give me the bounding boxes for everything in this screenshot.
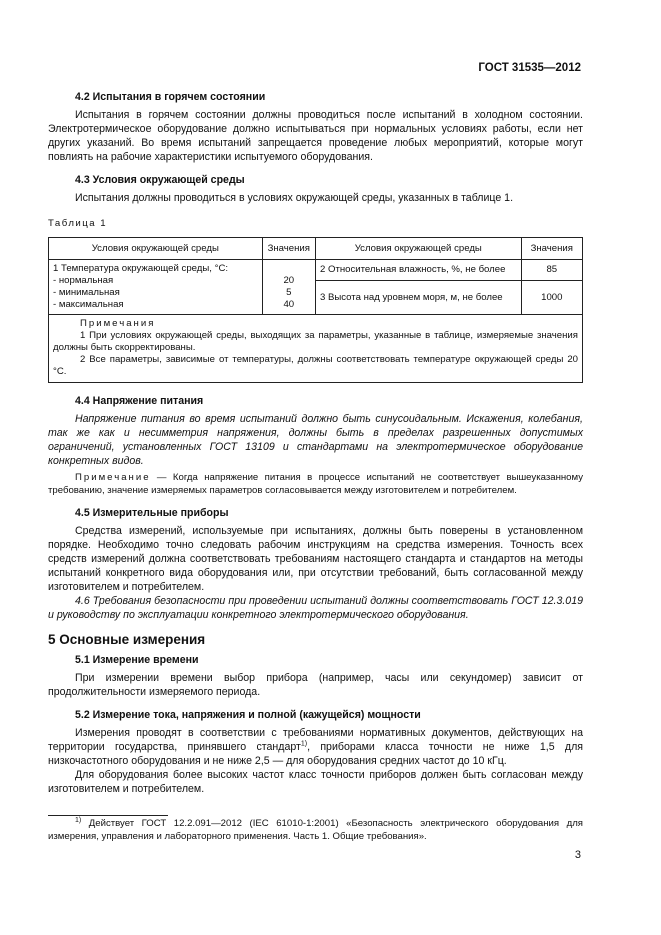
temperature-labels-cell bbox=[49, 260, 263, 315]
footnote-mark: 1) bbox=[75, 816, 82, 824]
altitude-value: 1000 bbox=[521, 281, 582, 315]
temperature-normal-label: - нормальная bbox=[53, 275, 114, 286]
section-4-4-title: 4.4 Напряжение питания bbox=[75, 395, 204, 407]
footnote bbox=[48, 818, 583, 843]
altitude-label: 3 Высота над уровнем моря, м, не более bbox=[315, 281, 521, 315]
table-note-1: 1 При условиях окружающей среды, выходящих за параметры, указанные в таблице, измеряемые значения должны быть скорректированы. bbox=[53, 330, 578, 353]
document-code: ГОСТ 31535—2012 bbox=[478, 62, 581, 74]
humidity-value: 85 bbox=[521, 260, 582, 281]
section-5-2-text-a: Измерения проводят в соответствии с требованиями нормативных документов, действующих на территории государства, принявшего стандарт bbox=[48, 727, 583, 753]
table-notes-cell bbox=[49, 315, 583, 383]
section-5-2-text-b: , приборами класса точности не ниже 1,5 для низкочастотного оборудования и не ниже 2,5 — для оборудования средних частот до 10 кГц. bbox=[48, 741, 583, 767]
table-row bbox=[49, 260, 583, 281]
table-header-row bbox=[49, 238, 583, 260]
page-content bbox=[48, 90, 583, 796]
section-5-1-text: При измерении времени выбор прибора (например, часы или секундомер) зависит от продолжительности измеряемого периода. bbox=[48, 672, 583, 698]
page-number: 3 bbox=[574, 849, 581, 861]
section-5-2-text bbox=[48, 726, 583, 768]
section-4-5-title: 4.5 Измерительные приборы bbox=[75, 507, 229, 519]
temperature-normal-value: 20 bbox=[283, 275, 295, 286]
table-header-cell: Значения bbox=[262, 238, 315, 260]
temperature-max-label: - максимальная bbox=[53, 299, 124, 310]
table-note-2: 2 Все параметры, зависимые от температуры, должны соответствовать температуре окружающей среды 20 °С. bbox=[53, 354, 578, 377]
table-header-cell: Условия окружающей среды bbox=[315, 238, 521, 260]
section-4-5-text: Средства измерений, используемые при испытаниях, должны быть поверены в установленном порядке. Необходимо точно следовать рабочим инструкциям на средства измерения. Точность всех средств измерений должна соответствовать требованиям настоящего стандарта и стандартов на методы испытаний конкретного вида оборудования или, при отсутствии требований, быть согласованной между изготовителем и потребителем. bbox=[48, 525, 583, 593]
humidity-label: 2 Относительная влажность, %, не более bbox=[315, 260, 521, 281]
notes-title: Примечания bbox=[80, 318, 156, 329]
footnote-reference[interactable]: 1) bbox=[300, 740, 308, 748]
section-4-3-title: 4.3 Условия окружающей среды bbox=[75, 174, 245, 186]
table-header-cell: Условия окружающей среды bbox=[49, 238, 263, 260]
section-5-2-title: 5.2 Измерение тока, напряжения и полной (кажущейся) мощности bbox=[75, 709, 421, 721]
section-4-4-text: Напряжение питания во время испытаний должно быть синусоидальным. Искажения, колебания, так же как и несимметрия напряжения, должны быть в пределах разрешенных допустимых ограничений, установленных ГОСТ 13109 и стандартами на электротермическое оборудование конкретных видов. bbox=[48, 413, 583, 467]
temperature-min-label: - минимальная bbox=[53, 287, 120, 298]
temperature-values-cell bbox=[262, 260, 315, 315]
section-4-2-text: Испытания в горячем состоянии должны проводиться после испытаний в холодном состоянии. Электротермическое оборудование должно испытываться при нормальных условиях работы, если нет других указаний. Во время испытаний запрещается проведение любых мероприятий, которые могут повлиять на рабочие характеристики испытуемого оборудования. bbox=[48, 109, 583, 163]
section-4-4-note bbox=[48, 472, 583, 497]
note-text: — Когда напряжение питания в процессе испытаний не соответствует вышеуказанному требованию, значение измеряемых параметров согласовывается между изготовителем и потребителем. bbox=[48, 472, 583, 496]
environment-table bbox=[48, 237, 583, 383]
temperature-max-value: 40 bbox=[283, 299, 295, 310]
footnote-divider bbox=[48, 815, 168, 816]
table-header-cell: Значения bbox=[521, 238, 582, 260]
section-5-1-title: 5.1 Измерение времени bbox=[75, 654, 199, 666]
section-4-2-title: 4.2 Испытания в горячем состоянии bbox=[75, 91, 266, 103]
table-caption: Таблица 1 bbox=[48, 218, 108, 229]
section-5-title: 5 Основные измерения bbox=[48, 632, 206, 647]
temperature-min-value: 5 bbox=[286, 287, 292, 298]
note-label: Примечание bbox=[75, 472, 151, 483]
footnote-text: Действует ГОСТ 12.2.091—2012 (IEC 61010-1:2001) «Безопасность электрического оборудования для измерения, управления и лабораторного применения. Часть 1. Общие требования». bbox=[48, 818, 583, 842]
table-notes-row bbox=[49, 315, 583, 383]
section-4-6-text: 4.6 Требования безопасности при проведении испытаний должны соответствовать ГОСТ 12.3.019 и руководству по эксплуатации конкретного электротермического оборудования. bbox=[48, 595, 583, 621]
section-4-3-text: Испытания должны проводиться в условиях окружающей среды, указанных в таблице 1. bbox=[75, 192, 514, 204]
section-5-2-text-2: Для оборудования более высоких частот класс точности приборов должен быть согласован между изготовителем и потребителем. bbox=[48, 769, 583, 795]
temperature-label: 1 Температура окружающей среды, °С: bbox=[53, 263, 229, 274]
